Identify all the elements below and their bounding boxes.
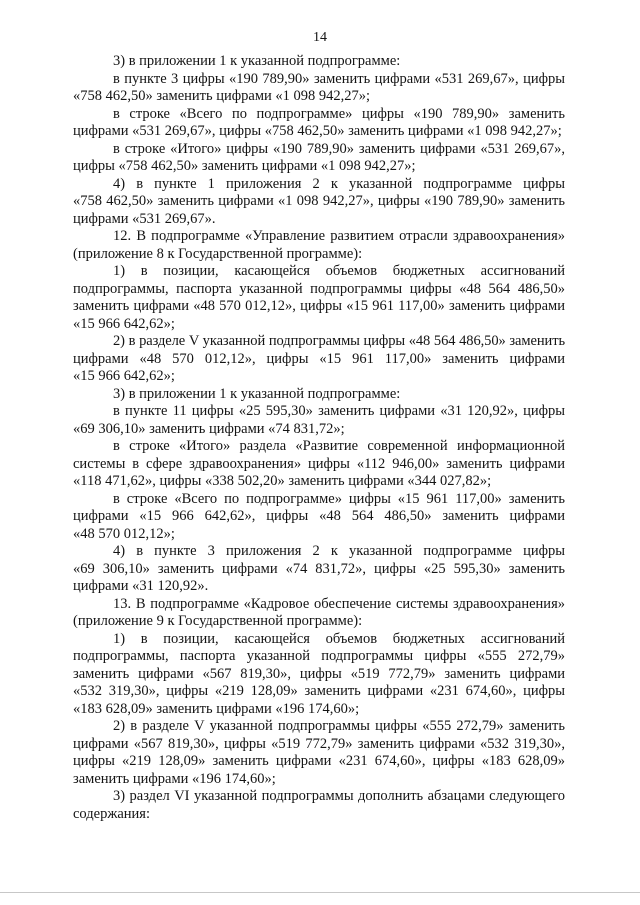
text-line: цифрами «31 120,92».: [73, 578, 209, 594]
text-line: «118 471,62», цифры «338 502,20» заменить цифрами «344 027,82»;: [73, 473, 492, 489]
text-line: 2) в разделе V указанной подпрограммы цифры «555 272,79» заменить: [113, 718, 565, 734]
scan-edge-line: [0, 892, 640, 893]
paragraph: [73, 718, 565, 788]
paragraph: [73, 176, 565, 229]
text-line: в пункте 11 цифры «25 595,30» заменить цифрами «31 120,92», цифры: [113, 403, 565, 419]
text-line: «15 966 642,62»;: [73, 315, 175, 332]
text-line: 1) в позиции, касающейся объемов бюджетных ассигнований: [113, 263, 565, 279]
text-line: 13. В подпрограмме «Кадровое обеспечение системы здравоохранения»: [113, 595, 565, 612]
text-line: в строке «Всего по подпрограмме» цифры «190 789,90» заменить: [113, 105, 565, 122]
paragraph: [73, 788, 565, 823]
text-line: цифры «219 128,09» заменить цифрами «231 674,60», цифры «183 628,09»: [73, 753, 565, 769]
text-line: «15 966 642,62»;: [73, 368, 175, 384]
text-line: 3) раздел VI указанной подпрограммы дополнить абзацами следующего: [113, 788, 565, 804]
text-line: «758 462,50» заменить цифрами «1 098 942,27», цифры «190 789,90» заменить: [73, 193, 565, 209]
text-line: 3) в приложении 1 к указанной подпрограмме:: [113, 385, 401, 402]
text-line: содержания:: [73, 805, 151, 822]
text-line: «532 319,30», цифры «219 128,09» заменить цифрами «231 674,60», цифры: [73, 683, 565, 699]
text-line: системы в сфере здравоохранения» цифры «112 946,00» заменить цифрами: [73, 455, 565, 472]
text-line: цифрами «531 269,67».: [73, 210, 216, 227]
paragraph: [73, 543, 565, 596]
text-line: подпрограммы, паспорта указанной подпрограммы цифры «48 564 486,50»: [73, 280, 565, 297]
paragraph: [73, 228, 565, 263]
text-line: (приложение 8 к Государственной программе):: [73, 245, 363, 262]
paragraph: [73, 596, 565, 631]
text-line: заменить цифрами «196 174,60»;: [73, 770, 276, 787]
text-line: заменить цифрами «567 819,30», цифры «519 772,79» заменить цифрами: [73, 665, 565, 682]
text-line: цифрами «15 966 642,62», цифры «48 564 486,50» заменить цифрами: [73, 508, 565, 524]
text-line: цифрами «531 269,67», цифры «758 462,50» заменить цифрами «1 098 942,27»;: [73, 123, 562, 139]
paragraph: [73, 333, 565, 386]
paragraph: [73, 386, 565, 404]
text-line: «758 462,50» заменить цифрами «1 098 942,27»;: [73, 88, 371, 104]
text-line: «48 570 012,12»;: [73, 525, 175, 542]
text-line: (приложение 9 к Государственной программе):: [73, 613, 363, 629]
page-number: 14: [313, 30, 327, 45]
text-line: в строке «Итого» цифры «190 789,90» заменить цифрами «531 269,67»,: [113, 140, 565, 157]
paragraph: [73, 53, 565, 71]
text-line: 2) в разделе V указанной подпрограммы цифры «48 564 486,50» заменить: [113, 333, 565, 349]
text-line: «69 306,10» заменить цифрами «74 831,72», цифры «25 595,30» заменить: [73, 560, 565, 577]
paragraph: [73, 491, 565, 544]
text-line: 4) в пункте 3 приложения 2 к указанной подпрограмме цифры: [113, 543, 565, 559]
text-line: 12. В подпрограмме «Управление развитием отрасли здравоохранения»: [113, 228, 565, 244]
text-line: цифры «758 462,50» заменить цифрами «1 098 942,27»;: [73, 158, 416, 174]
text-line: в пункте 3 цифры «190 789,90» заменить цифрами «531 269,67», цифры: [113, 70, 565, 87]
text-line: в строке «Итого» раздела «Развитие современной информационной: [113, 438, 565, 454]
text-line: «183 628,09» заменить цифрами «196 174,60»;: [73, 700, 360, 717]
paragraph: [73, 71, 565, 106]
paragraph: [73, 403, 565, 438]
text-line: 4) в пункте 1 приложения 2 к указанной подпрограмме цифры: [113, 175, 565, 192]
paragraph: [73, 438, 565, 491]
text-line: «69 306,10» заменить цифрами «74 831,72»;: [73, 420, 345, 437]
text-line: 3) в приложении 1 к указанной подпрограмме:: [113, 53, 401, 69]
paragraph: [73, 141, 565, 176]
paragraph: [73, 631, 565, 719]
text-line: цифрами «48 570 012,12», цифры «15 961 117,00» заменить цифрами: [73, 350, 565, 367]
text-line: в строке «Всего по подпрограмме» цифры «15 961 117,00» заменить: [113, 490, 565, 507]
paragraph: [73, 263, 565, 333]
text-line: цифрами «567 819,30», цифры «519 772,79» заменить цифрами «532 319,30»,: [73, 735, 565, 752]
text-line: подпрограммы, паспорта указанной подпрограммы цифры «555 272,79»: [73, 648, 565, 664]
document-body: [73, 53, 565, 823]
text-line: заменить цифрами «48 570 012,12», цифры «15 961 117,00» заменить цифрами: [73, 298, 565, 314]
paragraph: [73, 106, 565, 141]
text-line: 1) в позиции, касающейся объемов бюджетных ассигнований: [113, 630, 565, 647]
